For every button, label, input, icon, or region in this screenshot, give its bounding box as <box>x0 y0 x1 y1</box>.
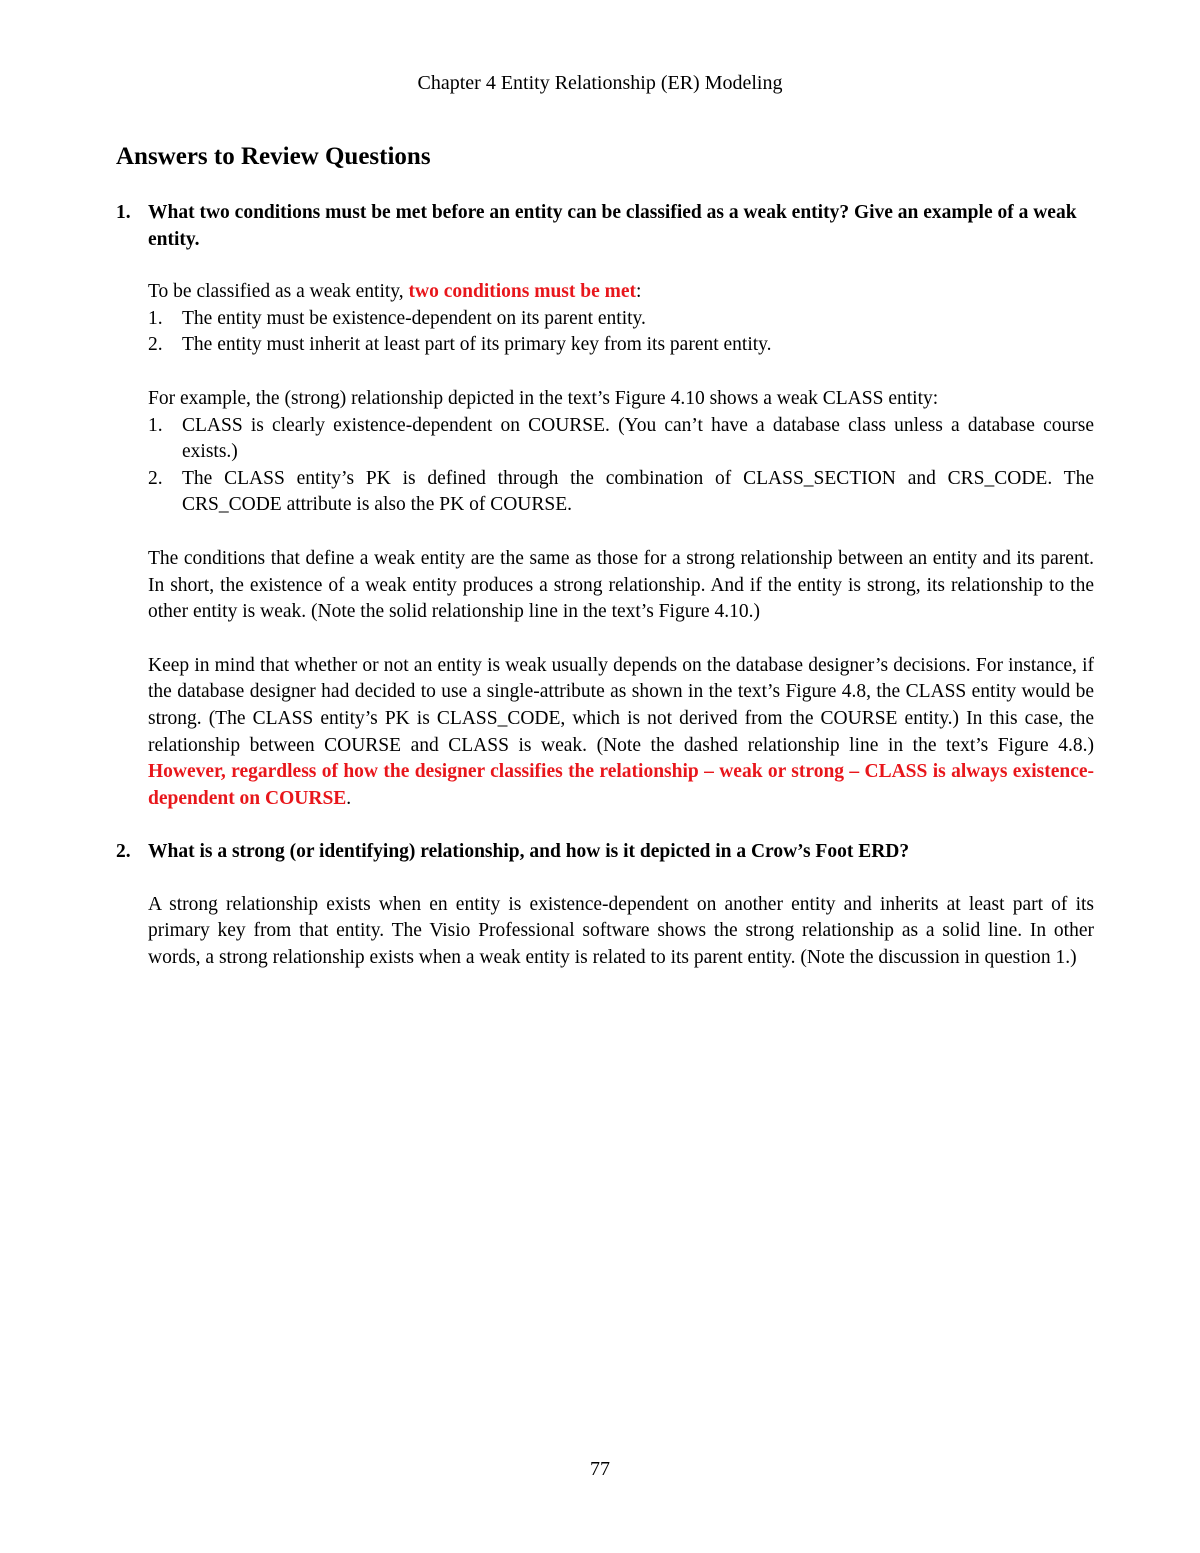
intro-highlight: two conditions must be met <box>408 281 637 303</box>
list-item <box>148 332 1094 359</box>
list-item <box>148 413 1094 466</box>
list-item <box>148 306 1094 333</box>
example-intro: For example, the (strong) relationship depicted in the text’s Figure 4.10 shows a weak CLASS entity: <box>148 387 939 409</box>
list-item-number: 1. <box>148 307 163 329</box>
list-item-text: The entity must inherit at least part of its primary key from its parent entity. <box>182 334 772 356</box>
paragraph-keep-in-mind <box>148 653 1094 813</box>
document-body <box>116 200 1094 972</box>
answer-intro <box>148 279 1094 306</box>
page-number: 77 <box>590 1458 610 1480</box>
question-number: 1. <box>116 202 131 223</box>
section-title: Answers to Review Questions <box>116 143 431 170</box>
question-1 <box>116 200 1094 253</box>
question-text: What two conditions must be met before an entity can be classified as a weak entity? Give an example of a weak entity. <box>148 202 1077 250</box>
list-item-text: The entity must be existence-dependent on its parent entity. <box>182 307 646 329</box>
example-list <box>148 413 1094 519</box>
list-item-text: CLASS is clearly existence-dependent on COURSE. (You can’t have a database class unless a database course exists.) <box>182 414 1094 463</box>
list-item-number: 1. <box>148 414 163 436</box>
list-item-text: The CLASS entity’s PK is defined through the combination of CLASS_SECTION and CRS_CODE. The CRS_CODE attribute is also the PK of COURSE. <box>182 467 1094 516</box>
page-header: Chapter 4 Entity Relationship (ER) Modeling <box>417 72 783 94</box>
answer-2 <box>148 866 1094 972</box>
paragraph-conditions: The conditions that define a weak entity are the same as those for a strong relationship between an entity and its parent. In short, the existence of a weak entity produces a strong relationship. And if the entity is strong, its relationship to the other entity is weak. (Note the solid relationship line in the text’s Figure 4.10.) <box>148 547 1094 623</box>
intro-prefix: To be classified as a weak entity, <box>148 281 404 303</box>
highlight-statement: However, regardless of how the designer classifies the relationship – weak or strong – CLASS is always existence-dependent on COURSE <box>148 761 1094 809</box>
question-2 <box>116 839 1094 866</box>
list-item-number: 2. <box>148 334 163 356</box>
keep-in-mind-text: Keep in mind that whether or not an entity is weak usually depends on the database designer’s decisions. For instance, if the database designer had decided to use a single-attribute as shown in the text’s Figure 4.8, the CLASS entity would be strong. (The CLASS entity’s PK is CLASS_CODE, which is not derived from the COURSE entity.) In this case, the relationship between COURSE and CLASS is weak. (Note the dashed relationship line in the text’s Figure 4.8.) <box>148 654 1094 756</box>
list-item-number: 2. <box>148 467 163 489</box>
question-number: 2. <box>116 841 131 863</box>
question-text: What is a strong (or identifying) relationship, and how is it depicted in a Crow’s Foot ERD? <box>148 841 910 863</box>
highlight-statement-end: . <box>346 787 352 809</box>
list-item <box>148 466 1094 519</box>
conditions-list <box>148 306 1094 359</box>
answer-paragraph: A strong relationship exists when en entity is existence-dependent on another entity and inherits at least part of its primary key from that entity. The Visio Professional software shows the strong relationship as a solid line. In other words, a strong relationship exists when a weak entity is related to its parent entity. (Note the discussion in question 1.) <box>148 893 1094 969</box>
intro-suffix: : <box>636 281 642 303</box>
answer-1 <box>148 253 1094 812</box>
